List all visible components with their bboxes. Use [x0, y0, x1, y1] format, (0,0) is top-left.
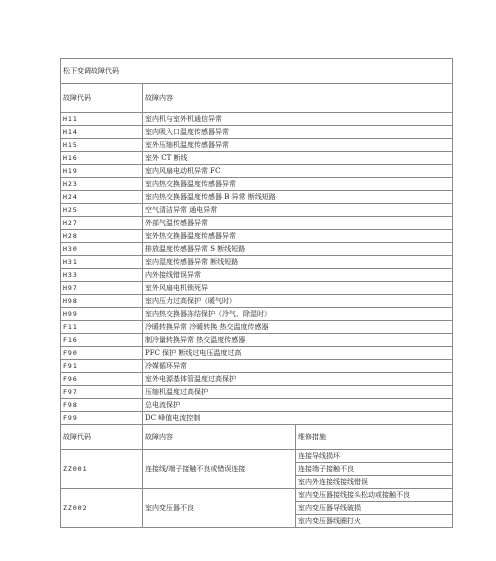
repair-measure-cell: 室内变压器线圈打火 — [296, 515, 453, 528]
table-row — [61, 217, 453, 230]
fault-code-cell: H23 — [61, 178, 143, 191]
header2-code: 故障代码 — [61, 425, 143, 450]
fault-code-cell: ZZ002 — [61, 489, 143, 528]
repair-measure-cell: 连接端子接触不良 — [296, 463, 453, 476]
repair-measure-cell: 室内变压器接线接头松动或接触不良 — [296, 489, 453, 502]
fault-code-cell: H16 — [61, 152, 143, 165]
fault-code-cell: H11 — [61, 113, 143, 126]
fault-content-cell: 空气清洁异常 通电异常 — [143, 204, 453, 217]
fault-code-cell: F90 — [61, 347, 143, 360]
fault-content-cell: 压缩机温度过高保护 — [143, 386, 453, 399]
table-row — [61, 399, 453, 412]
table-row — [61, 165, 453, 178]
table-row — [61, 243, 453, 256]
table-row — [61, 269, 453, 282]
table-row — [61, 113, 453, 126]
fault-code-cell: H24 — [61, 191, 143, 204]
fault-content-cell: 冷暖转换异常 冷暖转换 热交温度传感器 — [143, 321, 453, 334]
fault-code-cell: H99 — [61, 308, 143, 321]
table-row — [61, 191, 453, 204]
fault-content-cell: 制冷量转换异常 热交温度传感器 — [143, 334, 453, 347]
fault-code-cell: ZZ001 — [61, 450, 143, 489]
header-row-2 — [61, 425, 453, 450]
table-row — [61, 178, 453, 191]
fault-code-cell: H15 — [61, 139, 143, 152]
fault-code-cell: F99 — [61, 412, 143, 425]
fault-code-cell: H19 — [61, 165, 143, 178]
table-row — [61, 126, 453, 139]
fault-content-cell: 室内机与室外机通信异常 — [143, 113, 453, 126]
table-row — [61, 308, 453, 321]
header-row-1 — [61, 84, 453, 113]
fault-content-cell: 内外接线错误异常 — [143, 269, 453, 282]
fault-content-cell: 室外压缩机温度传感器异常 — [143, 139, 453, 152]
header2-measure: 维修措施 — [296, 425, 453, 450]
fault-code-cell: H14 — [61, 126, 143, 139]
table-row — [61, 152, 453, 165]
fault-code-cell: F96 — [61, 373, 143, 386]
repair-measure-cell: 连接导线损坏 — [296, 450, 453, 463]
table-title: 松下变调故障代码 — [61, 59, 453, 84]
fault-content-cell: 室外热交换器温度传感器异常 — [143, 230, 453, 243]
fault-code-cell: H28 — [61, 230, 143, 243]
fault-code-cell: H30 — [61, 243, 143, 256]
table-row — [61, 347, 453, 360]
fault-content-cell: 排放温度传感器异常 S 断线短路 — [143, 243, 453, 256]
fault-content-cell: PFC 保护 断线过电压温度过高 — [143, 347, 453, 360]
fault-content-cell: 室内湿度传感器异常 断线短路 — [143, 256, 453, 269]
fault-content-cell: 连接线/端子接触不良或错误连接 — [143, 450, 296, 489]
table-title-row — [61, 59, 453, 84]
table-row — [61, 450, 453, 463]
fault-code-document — [60, 58, 452, 528]
fault-content-cell: 室内变压器不良 — [143, 489, 296, 528]
table-row — [61, 204, 453, 217]
fault-code-cell: H98 — [61, 295, 143, 308]
fault-content-cell: 室内压力过高保护（暖气时） — [143, 295, 453, 308]
fault-content-cell: 室内热交换器冻结保护（冷气、除湿时） — [143, 308, 453, 321]
fault-code-cell: H31 — [61, 256, 143, 269]
fault-content-cell: 室外风扇电机锁死异 — [143, 282, 453, 295]
fault-code-cell: H25 — [61, 204, 143, 217]
fault-content-cell: DC 峰值电流控制 — [143, 412, 453, 425]
header-code: 故障代码 — [61, 84, 143, 113]
table-row — [61, 412, 453, 425]
fault-code-cell: F11 — [61, 321, 143, 334]
header-content: 故障内容 — [143, 84, 453, 113]
table-row — [61, 360, 453, 373]
table-row — [61, 139, 453, 152]
fault-code-cell: F97 — [61, 386, 143, 399]
fault-content-cell: 室内风扇电动机异常 FC — [143, 165, 453, 178]
table-row — [61, 230, 453, 243]
fault-code-cell: H97 — [61, 282, 143, 295]
fault-code-cell: F16 — [61, 334, 143, 347]
table-row — [61, 334, 453, 347]
fault-content-cell: 总电流保护 — [143, 399, 453, 412]
fault-code-cell: F98 — [61, 399, 143, 412]
table-row — [61, 386, 453, 399]
fault-code-cell: H33 — [61, 269, 143, 282]
fault-content-cell: 冷媒循环异常 — [143, 360, 453, 373]
fault-code-cell: H27 — [61, 217, 143, 230]
table-row — [61, 295, 453, 308]
fault-content-cell: 室内吸入口温度传感器异常 — [143, 126, 453, 139]
fault-code-cell: F91 — [61, 360, 143, 373]
fault-code-table — [60, 58, 453, 528]
table-row — [61, 373, 453, 386]
header2-content: 故障内容 — [143, 425, 296, 450]
table-row — [61, 256, 453, 269]
repair-measure-cell: 室内外连接线接线错误 — [296, 476, 453, 489]
fault-content-cell: 外部气温传感器异常 — [143, 217, 453, 230]
fault-content-cell: 室外 CT 断线 — [143, 152, 453, 165]
fault-content-cell: 室内热交换器温度传感器 B 异常 断线短路 — [143, 191, 453, 204]
table-row — [61, 321, 453, 334]
table-row — [61, 282, 453, 295]
fault-content-cell: 室内热交换器温度传感器异常 — [143, 178, 453, 191]
repair-measure-cell: 室内变压器导线破损 — [296, 502, 453, 515]
table-row — [61, 489, 453, 502]
fault-content-cell: 室外电源基体管温度过高保护 — [143, 373, 453, 386]
